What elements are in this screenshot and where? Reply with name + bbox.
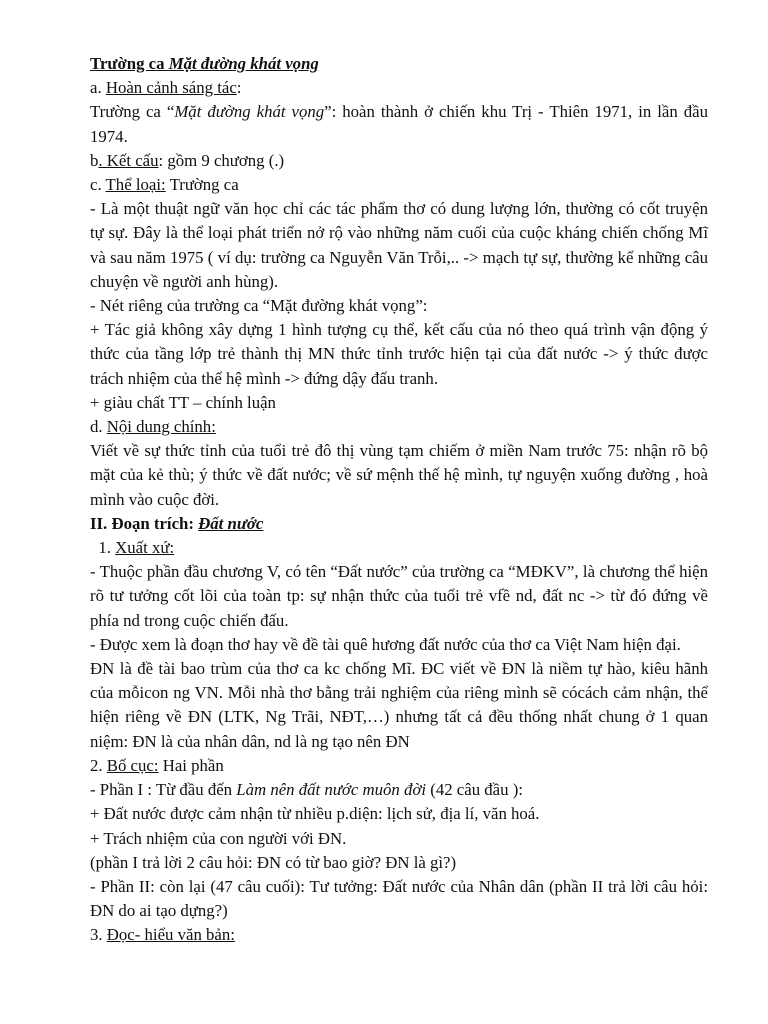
heading-b-label: . Kết cấu — [98, 150, 159, 170]
paragraph-1b: - Được xem là đoạn thơ hay về đề tài quê hương đất nước của thơ ca Việt Nam hiện đại. — [90, 634, 681, 654]
paragraph-d1: Viết về sự thức tỉnh của tuổi trẻ đô thị vùng tạm chiếm ở miền Nam trước 75: nhận rõ bộ mặt của kẻ thù; ý thức về đất nước; về sứ mệnh thế hệ mình, tự nguyện xuống đường , hoà mình vào cuộc đời. — [90, 441, 708, 509]
paragraph-1a: - Thuộc phần đầu chương V, có tên “Đất nước” của trường ca “MĐKV”, là chương thể hiện rõ tư tưởng cốt lõi của toàn tp: sự nhận thức của tuổi trẻ vfề nd, đất nc -> từ đó đứng về phía nd trong cuộc chiến đấu. — [90, 562, 708, 630]
heading-1-label: Xuất xứ: — [115, 538, 175, 558]
heading-1-prefix: 1. — [90, 538, 116, 558]
heading-2-prefix: 2. — [90, 755, 107, 775]
paragraph-a1-pre: Trường ca “ — [90, 102, 175, 122]
paragraph-2a-italic: Làm nên đất nước muôn đời — [236, 780, 427, 800]
paragraph-a1-italic: Mặt đường khát vọng — [174, 102, 325, 122]
paragraph-2a-pre: - Phần I : Từ đầu đến — [90, 780, 237, 800]
heading-c-label: Thể loại: — [105, 175, 166, 195]
paragraph-c3: + Tác giả không xây dựng 1 hình tượng cụ thể, kết cấu của nó theo quá trình vận động ý thức của tầng lớp trẻ thành thị MN thức tỉnh trước hiện tại của đất nước -> ý thức được trách nhiệm của thế hệ mình -> đứng dậy đấu tranh. — [90, 320, 708, 388]
heading-3 — [90, 923, 708, 947]
heading-a — [90, 76, 708, 100]
paragraph-2a-post: (42 câu đầu ): — [426, 780, 523, 800]
section-ii-italic: Đất nước — [198, 513, 264, 533]
heading-c-rest: Trường ca — [165, 175, 239, 195]
paragraph-2a — [90, 778, 708, 802]
heading-2-label: Bố cục: — [106, 755, 159, 775]
heading-a-label: Hoàn cảnh sáng tác — [105, 78, 237, 98]
document-page — [90, 52, 708, 948]
heading-d — [90, 415, 708, 439]
paragraph-c2: - Nét riêng của trường ca “Mặt đường khát vọng”: — [90, 296, 428, 316]
paragraph-a1 — [90, 100, 708, 148]
title-text: Trường ca — [90, 54, 169, 73]
heading-3-prefix: 3. — [90, 925, 107, 945]
paragraph-a1-post: ”: hoàn thành ở chiến khu Trị - Thiên 1971, in lần đầu 1974. — [90, 102, 708, 146]
heading-d-prefix: d. — [90, 417, 107, 437]
heading-c-prefix: c. — [90, 175, 106, 195]
heading-a-prefix: a. — [90, 78, 106, 98]
heading-b — [90, 149, 708, 173]
paragraph-2d: (phần I trả lời 2 câu hỏi: ĐN có từ bao giờ? ĐN là gì?) — [90, 852, 457, 872]
paragraph-1c: ĐN là đề tài bao trùm của thơ ca kc chống Mĩ. ĐC viết về ĐN là niềm tự hào, kiêu hãnh của mỗicon ng VN. Mỗi nhà thơ bằng trải nghiệm của riêng mình sẽ cócách cảm nhận, thể hiện riêng về ĐN (LTK, Ng Trãi, NĐT,…) nhưng tất cả đều thống nhất chung ở 1 quan niệm: ĐN là của nhân dân, nd là ng tạo nên ĐN — [90, 659, 708, 751]
heading-b-prefix: b — [90, 150, 99, 170]
heading-c — [90, 173, 708, 197]
title-italic: Mặt đường khát vọng — [168, 54, 319, 73]
section-ii-title — [90, 512, 708, 536]
heading-a-colon: : — [236, 78, 242, 98]
paragraph-2b: + Đất nước được cảm nhận từ nhiều p.diện: lịch sử, địa lí, văn hoá. — [90, 804, 540, 824]
paragraph-c4: + giàu chất TT – chính luận — [90, 392, 276, 412]
heading-3-label: Đọc- hiểu văn bản: — [106, 925, 235, 945]
heading-d-label: Nội dung chính: — [106, 417, 216, 437]
heading-1 — [90, 536, 708, 560]
section-ii-label: II. Đoạn trích: — [90, 513, 199, 533]
heading-2 — [90, 754, 708, 778]
paragraph-2e: - Phần II: còn lại (47 câu cuối): Tư tưởng: Đất nước của Nhân dân (phần II trả lời câu hỏi: ĐN do ai tạo dựng?) — [90, 876, 708, 921]
paragraph-2c: + Trách nhiệm của con người với ĐN. — [90, 828, 347, 848]
section-title — [90, 52, 708, 76]
heading-2-rest: Hai phần — [158, 755, 224, 775]
heading-b-rest: : gồm 9 chương (.) — [158, 150, 285, 170]
paragraph-c1: - Là một thuật ngữ văn học chỉ các tác phẩm thơ có dung lượng lớn, thường có cốt truyện tự sự. Đây là thể loại phát triển nở rộ vào những năm cuối của cuộc kháng chiến chống Mĩ và sau năm 1975 ( ví dụ: trường ca Nguyễn Văn Trỗi,.. -> mạch tự sự, thường kể những câu chuyện về người anh hùng). — [90, 199, 708, 291]
